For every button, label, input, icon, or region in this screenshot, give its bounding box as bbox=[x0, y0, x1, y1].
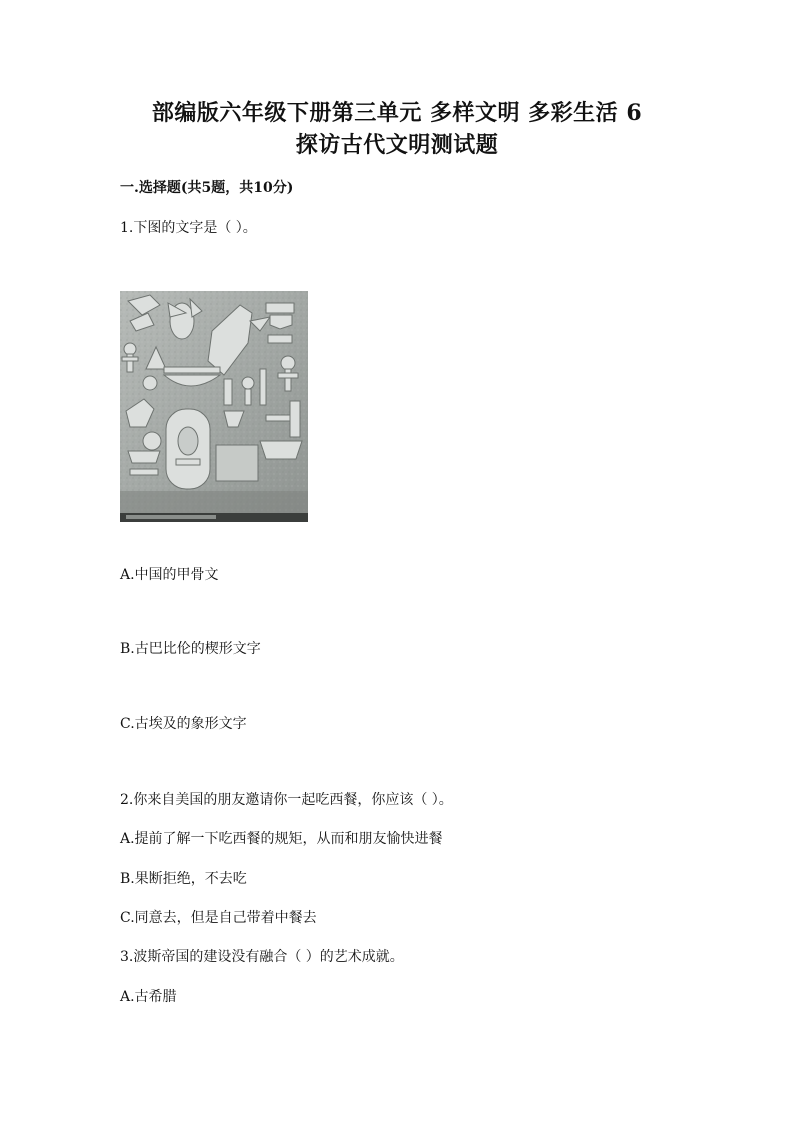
question-1-stem: 1.下图的文字是（ ）。 bbox=[120, 220, 257, 236]
page-title-line-2: 探访古代文明测试题 bbox=[295, 132, 499, 158]
question-2-option-a: A.提前了解一下吃西餐的规矩，从而和朋友愉快进餐 bbox=[120, 831, 443, 847]
question-1-option-b: B.古巴比伦的楔形文字 bbox=[120, 641, 261, 657]
page-title-line-1: 部编版六年级下册第三单元 多样文明 多彩生活 6 bbox=[151, 100, 643, 126]
question-1-option-a: A.中国的甲骨文 bbox=[120, 567, 219, 583]
question-3-stem: 3.波斯帝国的建设没有融合（ ）的艺术成就。 bbox=[120, 949, 404, 965]
question-2-option-c: C.同意去，但是自己带着中餐去 bbox=[120, 910, 317, 926]
question-3-option-a: A.古希腊 bbox=[120, 989, 177, 1005]
section-heading: 一.选择题(共5题，共10分) bbox=[120, 180, 294, 196]
question-1-option-c: C.古埃及的象形文字 bbox=[120, 716, 247, 732]
hieroglyph-image bbox=[120, 291, 308, 522]
question-2-stem: 2.你来自美国的朋友邀请你一起吃西餐，你应该（ ）。 bbox=[120, 792, 453, 808]
question-2-option-b: B.果断拒绝，不去吃 bbox=[120, 871, 247, 887]
